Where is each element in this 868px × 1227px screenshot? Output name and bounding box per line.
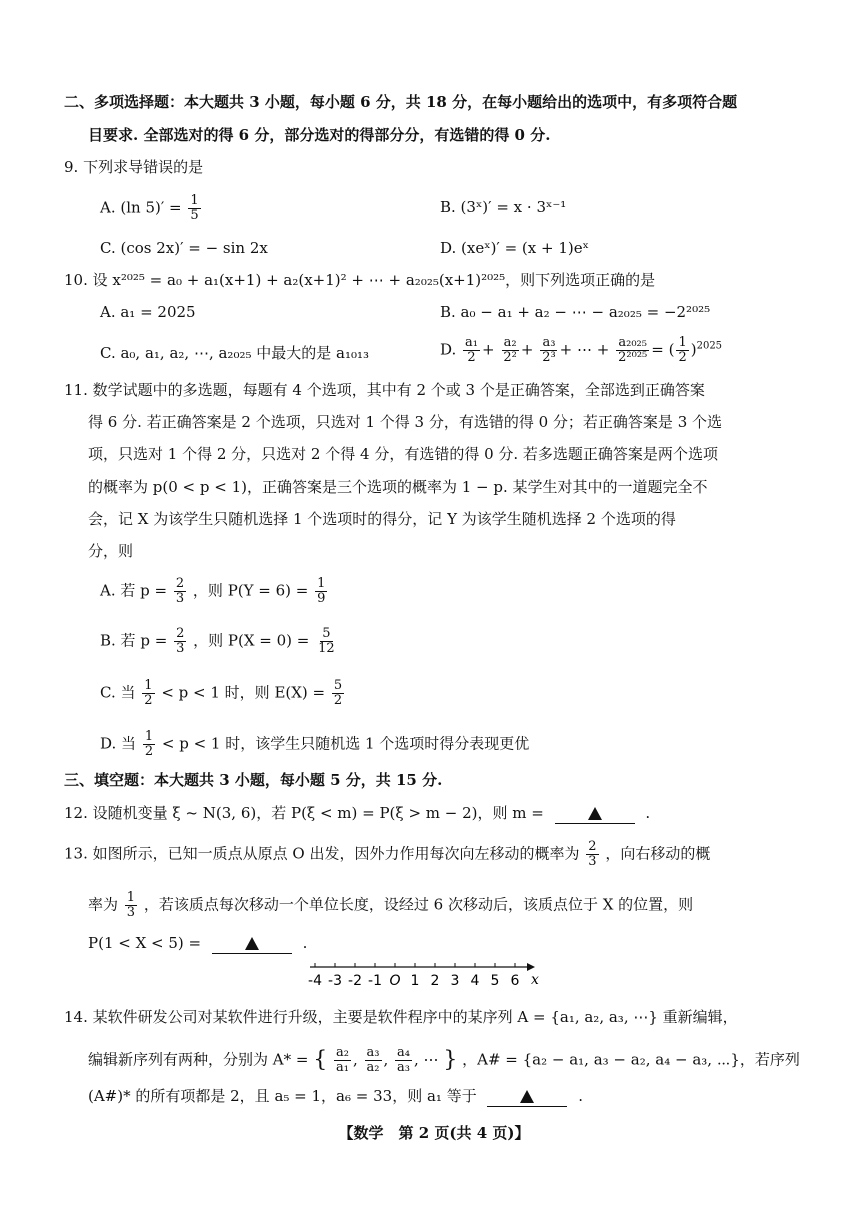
number-line-label: 6 xyxy=(510,973,520,989)
number-line xyxy=(305,958,545,994)
q11-line4: 的概率为 p(0 < p < 1)，正确答案是三个选项的概率为 1 − p. 某学生对其中的一道题完全不 xyxy=(88,478,708,496)
number-line-label: 4 xyxy=(470,973,480,989)
q10-option-a: A. a₁ = 2025 xyxy=(100,303,196,321)
q9-option-a: A. (ln 5)′ = $\frac{1}{5}$ xyxy=(100,193,199,223)
q9-option-c: C. (cos 2x)′ = − sin 2x xyxy=(100,239,268,257)
q13-line1: 13. 如图所示，已知一质点从原点 O 出发，因外力作用每次向左移动的概率为 $\frac{2}{3}$ ，向右移动的概 xyxy=(64,839,711,869)
q11-option-c: C. 当 $\frac{1}{2}$ < p < 1 时，则 E(X) = $\frac{5}{2}$ xyxy=(100,678,343,708)
q14-line1: 14. 某软件研发公司对某软件进行升级，主要是软件程序中的某序列 A = {a₁, a₂, a₃, ⋯} 重新编辑， xyxy=(64,1008,738,1026)
q11-option-b: B. 若 p = $\frac{2}{3}$ ，则 P(X = 0) = $\frac{5}{12}$ xyxy=(100,626,335,656)
number-line-label: -3 xyxy=(328,973,342,989)
triangle-icon xyxy=(520,1090,534,1103)
q10-option-c: C. a₀, a₁, a₂, ⋯, a₂₀₂₅ 中最大的是 a₁₀₁₃ xyxy=(100,344,370,362)
number-line-label: -4 xyxy=(308,973,322,989)
number-line-label: 2 xyxy=(430,973,440,989)
section2-heading-cont: 目要求. 全部选对的得 6 分，部分选对的得部分分，有选错的得 0 分. xyxy=(88,126,551,144)
q10-option-b: B. a₀ − a₁ + a₂ − ⋯ − a₂₀₂₅ = −2²⁰²⁵ xyxy=(440,303,711,321)
number-line-label: 1 xyxy=(410,973,420,989)
q11-option-a: A. 若 p = $\frac{2}{3}$ ，则 P(Y = 6) = $\frac{1}{9}$ xyxy=(100,576,326,606)
page-footer: 【数学 第 2 页(共 4 页)】 xyxy=(338,1124,530,1142)
number-line-label: -2 xyxy=(348,973,362,989)
answer-blank xyxy=(212,933,292,954)
q13-line2: 率为 $\frac{1}{3}$ ，若该质点每次移动一个单位长度，设经过 6 次移动后，该质点位于 X 的位置，则 xyxy=(88,890,694,920)
axis-label: x xyxy=(531,972,539,988)
triangle-icon xyxy=(245,937,259,950)
section2-heading: 二、多项选择题：本大题共 3 小题，每小题 6 分，共 18 分，在每小题给出的选项中，有多项符合题 xyxy=(64,93,738,111)
q9-stem: 9. 下列求导错误的是 xyxy=(64,158,204,176)
q10-stem: 10. 设 x²⁰²⁵ = a₀ + a₁(x+1) + a₂(x+1)² + ⋯ + a₂₀₂₅(x+1)²⁰²⁵，则下列选项正确的是 xyxy=(64,271,656,289)
number-line-label: 5 xyxy=(490,973,500,989)
q11-line1: 11. 数学试题中的多选题，每题有 4 个选项，其中有 2 个或 3 个是正确答案，全部选到正确答案 xyxy=(64,381,705,399)
number-line-label: -1 xyxy=(368,973,382,989)
answer-blank xyxy=(487,1086,567,1107)
q10-option-d: D. $\frac{\text{a₁}}{2}$ + $\frac{\text{a₂}}{\text{2²}}$ + $\frac{\text{a₃}}{\text{2³}}$ + ⋯ + $\frac{\text{a₂₀₂₅}}{\text{2²⁰²⁵}}$ = ( $\frac{1}{2}$ )$^{2025}$ xyxy=(440,335,723,365)
q11-option-d: D. 当 $\frac{1}{2}$ < p < 1 时，该学生只随机选 1 个选项时得分表现更优 xyxy=(100,729,530,759)
q14-line2: 编辑新序列有两种，分别为 A* = { $\frac{\text{a₂}}{\text{a₁}}$ , $\frac{\text{a₃}}{\text{a₂}}$ , $\frac{\text{a₄}}{\text{a₃}}$ , ⋯ } ，A# = {a₂ − a₁, a₃ − a₂, a₄ − a₃, ⋯}，若序列 xyxy=(88,1045,800,1075)
arrow-head xyxy=(527,963,535,971)
section3-heading: 三、填空题：本大题共 3 小题，每小题 5 分，共 15 分. xyxy=(64,771,443,789)
q12: 12. 设随机变量 ξ ~ N(3, 6)，若 P(ξ < m) = P(ξ > m − 2)，则 m = . xyxy=(64,804,651,822)
q11-line6: 分，则 xyxy=(88,542,134,560)
q9-option-b: B. (3ˣ)′ = x · 3ˣ⁻¹ xyxy=(440,198,567,216)
q11-line3: 项，只选对 1 个得 2 分，只选对 2 个得 4 分，有选错的得 0 分. 若多选题正确答案是两个选项 xyxy=(88,445,718,463)
triangle-icon xyxy=(588,807,602,820)
number-line-label: 3 xyxy=(450,973,460,989)
answer-blank xyxy=(555,803,635,824)
fraction: $\frac{1}{5}$ xyxy=(190,193,199,223)
q11-line5: 会，记 X 为该学生只随机选择 1 个选项时的得分，记 Y 为该学生随机选择 2 个选项的得 xyxy=(88,510,676,528)
q14-line3: (A#)* 的所有项都是 2，且 a₅ = 1，a₆ = 33，则 a₁ 等于 . xyxy=(88,1087,584,1105)
q13-line3: P(1 < X < 5) = . xyxy=(88,934,308,952)
q11-line2: 得 6 分. 若正确答案是 2 个选项，只选对 1 个得 3 分，有选错的得 0 分；若正确答案是 3 个选 xyxy=(88,413,723,431)
number-line-label: O xyxy=(389,973,401,989)
q9-option-d: D. (xeˣ)′ = (x + 1)eˣ xyxy=(440,239,589,257)
